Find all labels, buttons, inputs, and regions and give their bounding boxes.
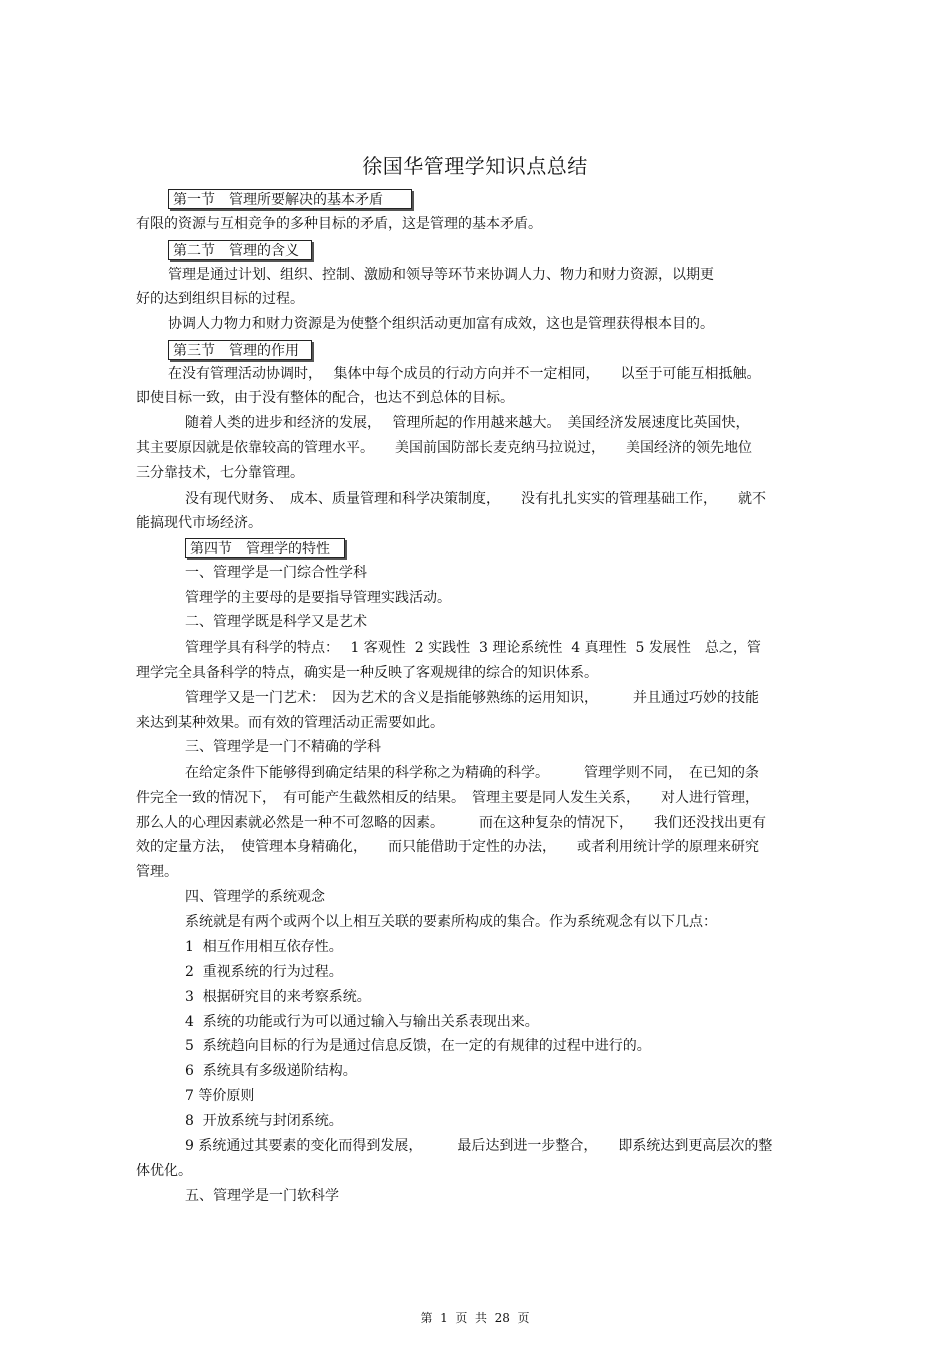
document-title: 徐国华管理学知识点总结 <box>362 154 588 178</box>
page-footer: 第 1 页 共 28 页 <box>420 1311 530 1325</box>
paragraph-line: 在给定条件下能够得到确定结果的科学称之为精确的科学。 管理学则不同， 在已知的条 <box>185 765 759 781</box>
list-item: 2 重视系统的行为过程。 <box>185 964 343 980</box>
section-heading-2: 第二节 管理的含义 <box>168 240 312 260</box>
paragraph-line: 理学完全具备科学的特点，确实是一种反映了客观规律的综合的知识体系。 <box>136 665 598 681</box>
paragraph-line: 一、管理学是一门综合性学科 <box>185 565 367 581</box>
list-item: 5 系统趋向目标的行为是通过信息反馈，在一定的有规律的过程中进行的。 <box>185 1038 651 1054</box>
paragraph-line: 其主要原因就是依靠较高的管理水平。 美国前国防部长麦克纳马拉说过， 美国经济的领先地位 <box>136 440 752 456</box>
list-item: 8 开放系统与封闭系统。 <box>185 1113 343 1129</box>
paragraph-line: 件完全一致的情况下， 有可能产生截然相反的结果。 管理主要是同人发生关系， 对人进行管理， <box>136 790 759 806</box>
paragraph-line: 管理。 <box>136 864 178 880</box>
paragraph-line: 五、管理学是一门软科学 <box>185 1188 339 1204</box>
paragraph-line: 管理学具有科学的特点： 1 客观性 2 实践性 3 理论系统性 4 真理性 5 发展性 总之，管 <box>185 640 761 656</box>
section-heading-1: 第一节 管理所要解决的基本矛盾 <box>168 189 412 209</box>
section-heading-3: 第三节 管理的作用 <box>168 340 312 360</box>
paragraph-line: 协调人力物力和财力资源是为使整个组织活动更加富有成效，这也是管理获得根本目的。 <box>168 316 714 332</box>
paragraph-line: 二、管理学既是科学又是艺术 <box>185 614 367 630</box>
paragraph-line: 即使目标一致，由于没有整体的配合，也达不到总体的目标。 <box>136 390 514 406</box>
paragraph-line: 那么人的心理因素就必然是一种不可忽略的因素。 而在这种复杂的情况下， 我们还没找出更有 <box>136 815 766 831</box>
paragraph-line: 管理是通过计划、组织、控制、激励和领导等环节来协调人力、物力和财力资源，以期更 <box>168 267 714 283</box>
paragraph-line: 没有现代财务、 成本、质量管理和科学决策制度， 没有扎扎实实的管理基础工作， 就不 <box>185 491 766 507</box>
list-item: 4 系统的功能或行为可以通过输入与输出关系表现出来。 <box>185 1014 539 1030</box>
paragraph-line: 好的达到组织目标的过程。 <box>136 291 304 307</box>
paragraph-line: 随着人类的进步和经济的发展， 管理所起的作用越来越大。 美国经济发展速度比英国快， <box>185 415 750 431</box>
paragraph-line: 系统就是有两个或两个以上相互关联的要素所构成的集合。作为系统观念有以下几点： <box>185 914 717 930</box>
paragraph-line: 效的定量方法， 使管理本身精确化， 而只能借助于定性的办法， 或者利用统计学的原理来研究 <box>136 839 759 855</box>
paragraph-line: 三分靠技术，七分靠管理。 <box>136 465 304 481</box>
paragraph-line: 管理学又是一门艺术： 因为艺术的含义是指能够熟练的运用知识， 并且通过巧妙的技能 <box>185 690 759 706</box>
list-item: 1 相互作用相互依存性。 <box>185 939 343 955</box>
paragraph-line: 能搞现代市场经济。 <box>136 515 262 531</box>
list-item: 9 系统通过其要素的变化而得到发展， 最后达到进一步整合， 即系统达到更高层次的整 <box>185 1138 773 1154</box>
list-item: 6 系统具有多级递阶结构。 <box>185 1063 357 1079</box>
list-item: 7 等价原则 <box>185 1088 255 1104</box>
paragraph-line: 三、管理学是一门不精确的学科 <box>185 739 381 755</box>
paragraph-line: 四、管理学的系统观念 <box>185 889 325 905</box>
list-item: 3 根据研究目的来考察系统。 <box>185 989 371 1005</box>
paragraph-line: 体优化。 <box>136 1163 192 1179</box>
paragraph-line: 来达到某种效果。而有效的管理活动正需要如此。 <box>136 715 444 731</box>
paragraph-line: 管理学的主要母的是要指导管理实践活动。 <box>185 590 451 606</box>
section-heading-4: 第四节 管理学的特性 <box>185 538 345 558</box>
paragraph-line: 在没有管理活动协调时， 集体中每个成员的行动方向并不一定相同， 以至于可能互相抵触。 <box>168 366 761 382</box>
paragraph-line: 有限的资源与互相竞争的多种目标的矛盾，这是管理的基本矛盾。 <box>136 216 542 232</box>
